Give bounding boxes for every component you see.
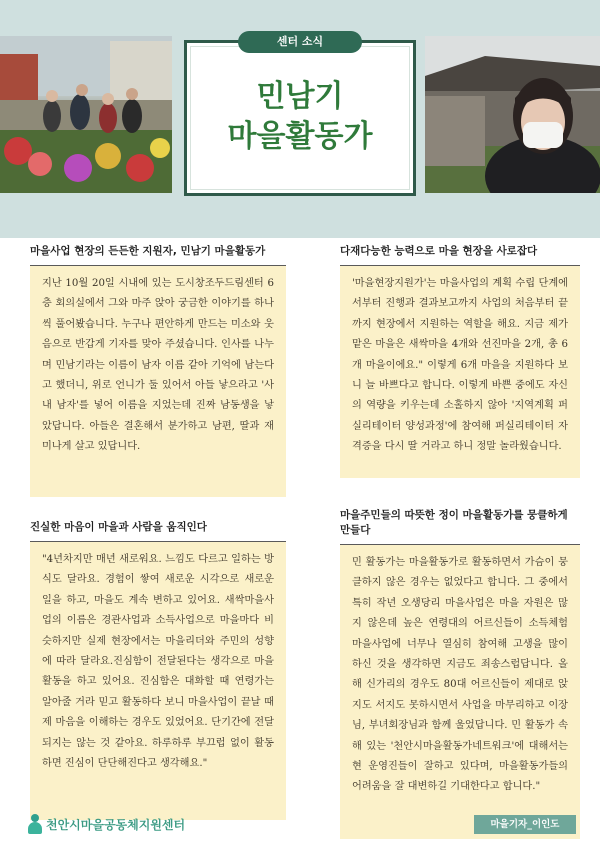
person-logo-icon	[28, 814, 42, 834]
section-body: '마을현장지원가'는 마을사업의 계획 수립 단계에서부터 진행과 결과보고까지 사업의 처음부터 끝까지 현장에서 지원하는 역할을 해요. 지금 제가 맡은 마을은 새싹마을 4개와 선진마을 2개, 총 6개 마을이에요." 이렇게 6개 마을을 지원하다 보니 늘 바쁘다고 합니다. 이렇게 바쁜 중에도 자신의 역량을 키우는데 소홀하지 않아 '지역계획 퍼실리테이터 양성과정'에 참여해 퍼실리테이터 자격증을 다시 딸 거라고 하니 정말 놀라웠습니다.	[340, 266, 580, 478]
section-body: "4년차지만 매년 새로워요. 느낌도 다르고 일하는 방식도 달라요. 경험이 쌓여 새로운 시각으로 새로운 일을 하고, 마을도 계속 변하고 있어요. 새싹마을사업의 이름은 경관사업과 소득사업으로 마을마다 비슷하지만 실제 현장에서는 마을리더와 주민의 성향에 따라 달라요.진심함이 전달된다는 생각으로 마을활동을 하고 있어요. 진심함은 대화할 때 연령가는 알아줄 거라 믿고 활동하다 보니 마을사업이 끝날 때 제 마음을 이해하는 경우도 있었어요. 단기간에 전달되지는 않는 것 같아요. 하루하루 부끄럽 없이 활동하면 진심이 단단해진다고 생각해요."	[30, 542, 286, 820]
center-logo-text: 천안시마을공동체지원센터	[46, 817, 186, 832]
title-card	[184, 35, 416, 196]
portrait-image	[425, 36, 600, 193]
section-heading: 마을주민들의 따뜻한 정이 마을활동가를 뭉클하게 만들다	[340, 508, 580, 545]
group-gardening-image	[0, 36, 172, 193]
section-tag: 센터 소식	[238, 31, 362, 53]
group-gardening-photo	[0, 36, 172, 193]
section-body: 민 활동가는 마을활동가로 활동하면서 가슴이 뭉클하지 않은 경우는 없었다고 합니다. 그 중에서 특히 작년 오생당리 마을사업은 마을 자원은 많지 않은데 높은 연령대의 어르신들이 소득체험 마을사업에 너무나 열심히 참여해 고생을 많이 하신 것을 생각하면 지금도 죄송스럽답니다. 올해 신가리의 경우도 80대 어르신들이 제대로 앉지도 서지도 못하시면서 사업을 마무리하고 이장님, 부녀회장님과 함께 울었답니다. 민 활동가 속해 있는 '천안시마을활동가네트워크'에 대해서는 현 운영진들이 잘하고 있다며, 마을활동가들의 어려움을 잘 대변하길 기대한다고 합니다."	[340, 545, 580, 839]
section-1	[30, 244, 286, 497]
section-4	[340, 508, 580, 839]
section-3	[30, 520, 286, 820]
title-line-1: 민남기	[256, 79, 344, 114]
page-title	[187, 77, 413, 157]
section-2	[340, 244, 580, 478]
section-heading: 마을사업 현장의 든든한 지원자, 민남기 마을활동가	[30, 244, 286, 266]
section-body: 지난 10월 20일 시내에 있는 도시창조두드림센터 6층 회의실에서 그와 마주 앉아 궁금한 이야기를 하나씩 풀어봤습니다. 누구나 편안하게 만드는 미소와 웃음으로 반갑게 기자를 맞아 주셨습니다. 인사를 나누며 민남기라는 이름이 남자 이름 같아 기억에 남는다고 했더니, 위로 언니가 둘 있어서 아들 낳으라고 '사내 남자'를 넣어 이름을 지었는데 진짜 남동생을 낳았답니다. 아들은 결혼해서 분가하고 남편, 딸과 재미나게 살고 있답니다.	[30, 266, 286, 497]
section-heading: 다재다능한 능력으로 마을 현장을 사로잡다	[340, 244, 580, 266]
reporter-badge: 마을기자_이인도	[474, 815, 576, 834]
portrait-photo	[425, 36, 600, 193]
center-logo	[28, 812, 185, 836]
title-line-2: 마을활동가	[227, 119, 373, 154]
section-heading: 진실한 마음이 마을과 사람을 움직인다	[30, 520, 286, 542]
